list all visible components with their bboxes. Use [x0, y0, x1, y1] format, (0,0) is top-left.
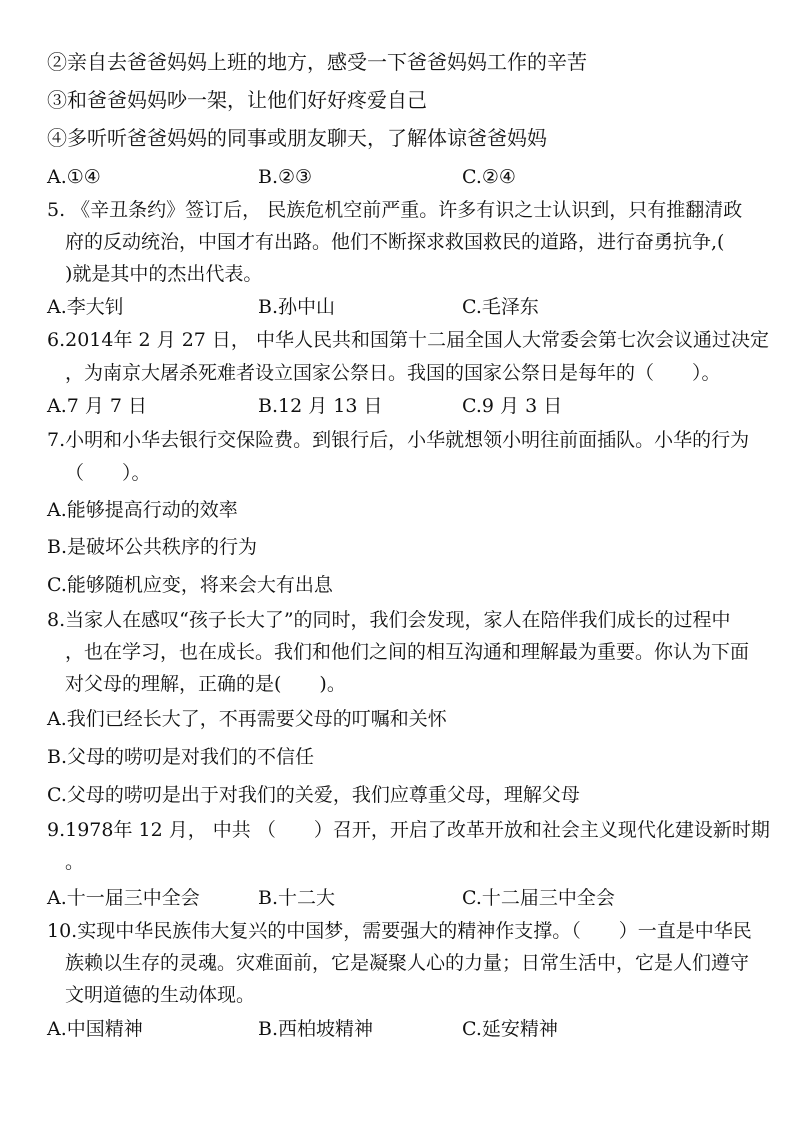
question-10-text: 族赖以生存的灵魂。灾难面前，它是凝聚人心的力量；日常生活中，它是人们遵守	[65, 952, 750, 974]
question-7-text: 7.小明和小华去银行交保险费。到银行后，小华就想领小明往前面插队。小华的行为	[47, 429, 750, 451]
question-9-text: 9.1978年 12 月， 中共 （ ）召开，开启了改革开放和社会主义现代化建设新时期	[47, 819, 770, 841]
option-line: ③和爸爸妈妈吵一架，让他们好好疼爱自己	[47, 88, 427, 112]
option-line: ②亲自去爸爸妈妈上班的地方，感受一下爸爸妈妈工作的辛苦	[47, 50, 587, 74]
question-5-text: 5. 《辛丑条约》签订后， 民族危机空前严重。许多有识之士认识到，只有推翻清政	[47, 199, 743, 221]
option-c: C.延安精神	[462, 1018, 558, 1040]
option-b: B.②③	[258, 166, 313, 188]
question-8-text: 对父母的理解，正确的是( )。	[65, 673, 346, 695]
option-b: B.父母的唠叨是对我们的不信任	[47, 746, 315, 768]
question-9-text: 。	[65, 851, 85, 873]
option-c: C.9 月 3 日	[462, 395, 563, 417]
question-6-text: ，为南京大屠杀死难者设立国家公祭日。我国的国家公祭日是每年的（ ）。	[65, 362, 721, 384]
question-5-text: 府的反动统治，中国才有出路。他们不断探求救国救民的道路，进行奋勇抗争,(	[65, 231, 725, 253]
question-5-text: )就是其中的杰出代表。	[65, 263, 263, 285]
option-b: B.12 月 13 日	[258, 395, 383, 417]
option-a: A.7 月 7 日	[47, 395, 148, 417]
option-a: A.李大钊	[47, 296, 124, 318]
question-6-text: 6.2014年 2 月 27 日， 中华人民共和国第十二届全国人大常委会第七次会议通过决定	[47, 329, 769, 351]
option-c: C.②④	[462, 166, 516, 188]
option-a: A.十一届三中全会	[47, 887, 200, 909]
question-8-text: 8.当家人在感叹“孩子长大了”的同时，我们会发现，家人在陪伴我们成长的过程中	[47, 609, 731, 631]
option-c: C.毛泽东	[462, 296, 539, 318]
option-a: A.我们已经长大了，不再需要父母的叮嘱和关怀	[47, 708, 447, 730]
option-a: A.中国精神	[47, 1018, 143, 1040]
option-b: B.十二大	[258, 887, 336, 909]
question-10-text: 文明道德的生动体现。	[65, 984, 256, 1006]
option-b: B.西柏坡精神	[258, 1018, 374, 1040]
question-8-text: ，也在学习，也在成长。我们和他们之间的相互沟通和理解最为重要。你认为下面	[65, 641, 750, 663]
option-a: A.能够提高行动的效率	[47, 499, 238, 521]
option-b: B.孙中山	[258, 296, 336, 318]
option-c: C.父母的唠叨是出于对我们的关爱，我们应尊重父母，理解父母	[47, 784, 580, 806]
question-7-text: （ ）。	[65, 462, 151, 484]
option-c: C.十二届三中全会	[462, 887, 615, 909]
option-c: C.能够随机应变，将来会大有出息	[47, 574, 333, 596]
question-10-text: 10.实现中华民族伟大复兴的中国梦，需要强大的精神作支撑。（ ）一直是中华民	[47, 920, 752, 942]
option-b: B.是破坏公共秩序的行为	[47, 536, 258, 558]
option-line: ④多听听爸爸妈妈的同事或朋友聊天，了解体谅爸爸妈妈	[47, 126, 547, 150]
option-a: A.①④	[47, 166, 101, 188]
